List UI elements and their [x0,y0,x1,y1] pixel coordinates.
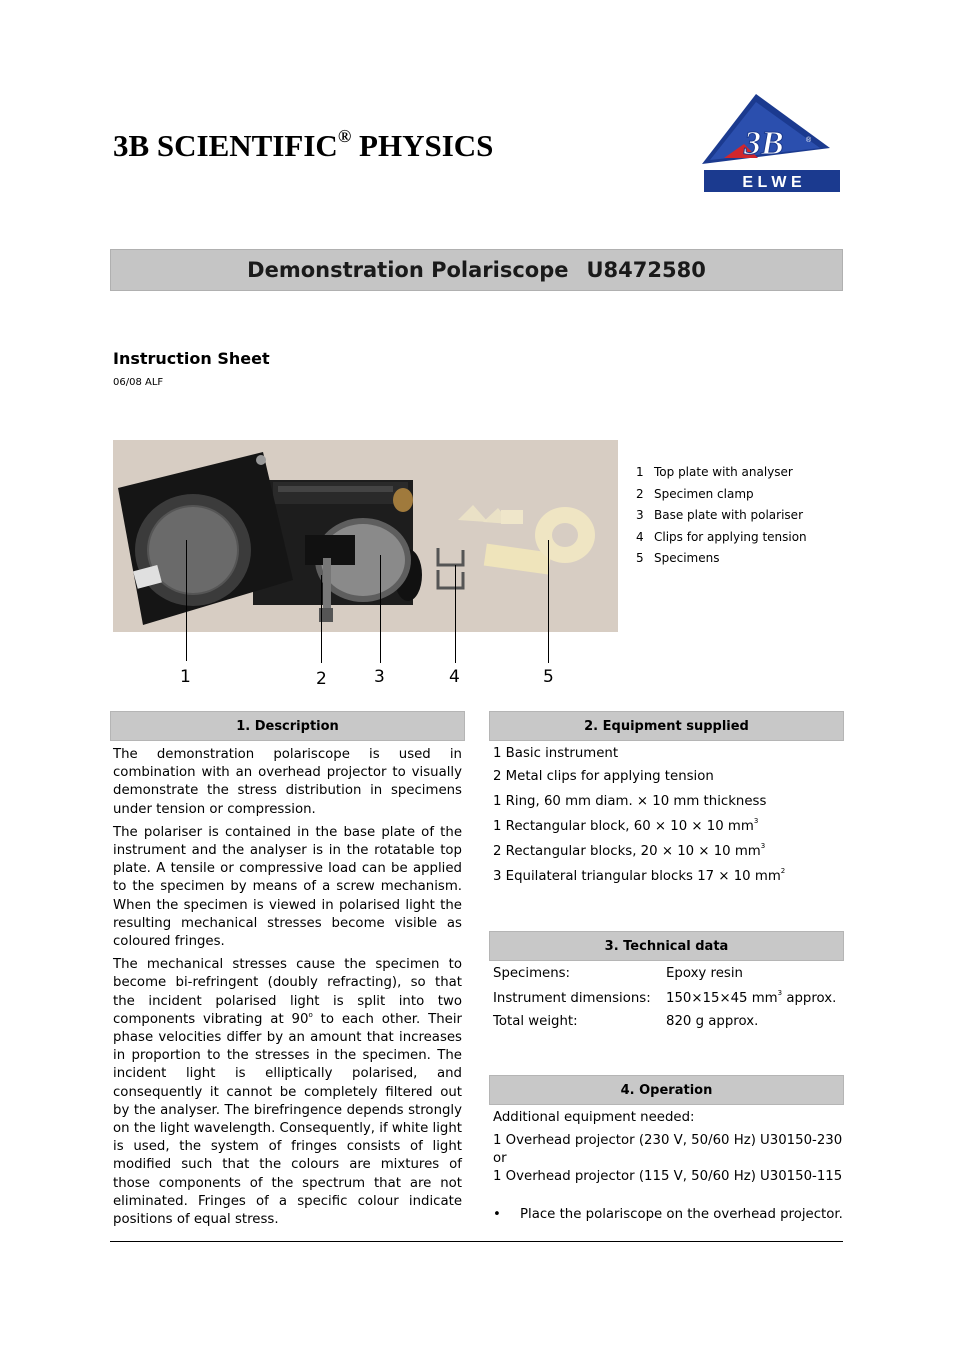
operation-heading: 4. Operation [489,1075,844,1105]
logo-elwe-text: E L W E [742,174,802,191]
instruction-sheet-title: Instruction Sheet [113,349,270,368]
tech-label: Total weight: [493,1014,578,1029]
tech-value: 820 g approx. [666,1014,759,1029]
operation-code-2: U30150-115 [760,1169,843,1184]
brand-name: 3B SCIENTIFIC [113,128,338,163]
equipment-item: 2 Metal clips for applying tension [493,769,714,784]
description-paragraph: The mechanical stresses cause the specimen to become bi-refringent (doubly refracting), so that the incident polarised light is split into two components vibrating at 90$^o$ to each other. Their phase velocities differ by an amount that increases in proportion to the stresses in the specimen. The incident light is elliptically polarised, and consequently it cannot be completely filtered out by the analyser. The birefringence depends strongly on the light wavelength. Consequently, if white light is used, the system of fringes consists of light modified such that the colours are mixtures of those components of the spectrum that are not eliminated. Fringes of a specific colour indicate positions of equal stress. [113,957,462,1228]
bottom-divider [110,1241,843,1242]
operation-or: or [493,1151,507,1166]
product-title-bar [110,249,843,291]
tech-value: 150×15×45 $mm^3$ approx. [666,989,837,1006]
equipment-heading: 2. Equipment supplied [489,711,844,741]
operation-intro: Additional equipment needed: [493,1110,695,1125]
callout-line-2 [321,575,322,663]
callout-line-1 [186,540,187,661]
3b-elwe-logo [702,92,842,196]
equipment-item: 1 Basic instrument [493,746,619,761]
apparatus-photo [113,440,618,632]
parts-legend [636,462,807,570]
callout-5: 5 [543,667,554,687]
product-code: U8472580 [586,258,706,282]
description-heading: 1. Description [110,711,465,741]
description-paragraph: The polariser is contained in the base plate of the instrument and the analyser is in the rotatable top plate. A tensile or compressive load can be applied to the specimen by means of a screw mechanism. When the specimen is viewed in polarised light the resulting mechanical stresses become visible as coloured fringes. [113,824,462,950]
callout-2: 2 [316,669,327,689]
description-paragraph: The demonstration polariscope is used in combination with an overhead projector to visually demonstrate the stress distribution in specimens under tension or compression. [113,747,462,817]
equipment-item: 2 Rectangular blocks, 20 × 10 × 10 $mm^3$ [493,842,766,859]
logo-3b-text: 3B [744,125,784,162]
brand-title [113,128,493,164]
tech-value: Epoxy resin [666,966,743,981]
bullet-mark: • [493,1207,501,1222]
legend-item: 3 Base plate with polariser [636,508,803,522]
operation-item-2: 1 Overhead projector (115 V, 50/60 Hz) [493,1169,756,1184]
callout-4: 4 [449,667,460,687]
legend-item: 4 Clips for applying tension [636,529,807,544]
product-name: Demonstration Polariscope [247,258,569,282]
legend-item: 2 Specimen clamp [636,486,754,501]
tech-label: Specimens: [493,966,571,981]
legend-item: 5 Specimens [636,551,720,565]
sheet-date: 06/08 ALF [113,377,164,388]
operation-code-1: U30150-230 [760,1133,843,1148]
callout-1: 1 [180,667,191,687]
tech-label: Instrument dimensions: [493,991,651,1006]
equipment-item: 3 Equilateral triangular blocks 17 × 10 $mm^2$ [493,867,786,884]
callout-3: 3 [374,667,385,687]
registered-mark: ® [337,126,352,146]
equipment-item: 1 Ring, 60 mm diam. × 10 mm thickness [493,794,767,809]
callout-line-4 [455,565,456,663]
brand-physics: PHYSICS [351,128,494,163]
logo-reg-mark: ® [806,137,812,144]
equipment-item: 1 Rectangular block, 60 × 10 × 10 $mm^3$ [493,817,759,834]
technical-heading: 3. Technical data [489,931,844,961]
legend-item: 1 Top plate with analyser [636,465,793,479]
callout-line-5 [548,540,549,663]
callout-line-3 [380,555,381,663]
description-text [113,746,462,1234]
operation-bullet: Place the polariscope on the overhead projector. [520,1207,843,1222]
operation-item-1: 1 Overhead projector (230 V, 50/60 Hz) [493,1133,756,1148]
